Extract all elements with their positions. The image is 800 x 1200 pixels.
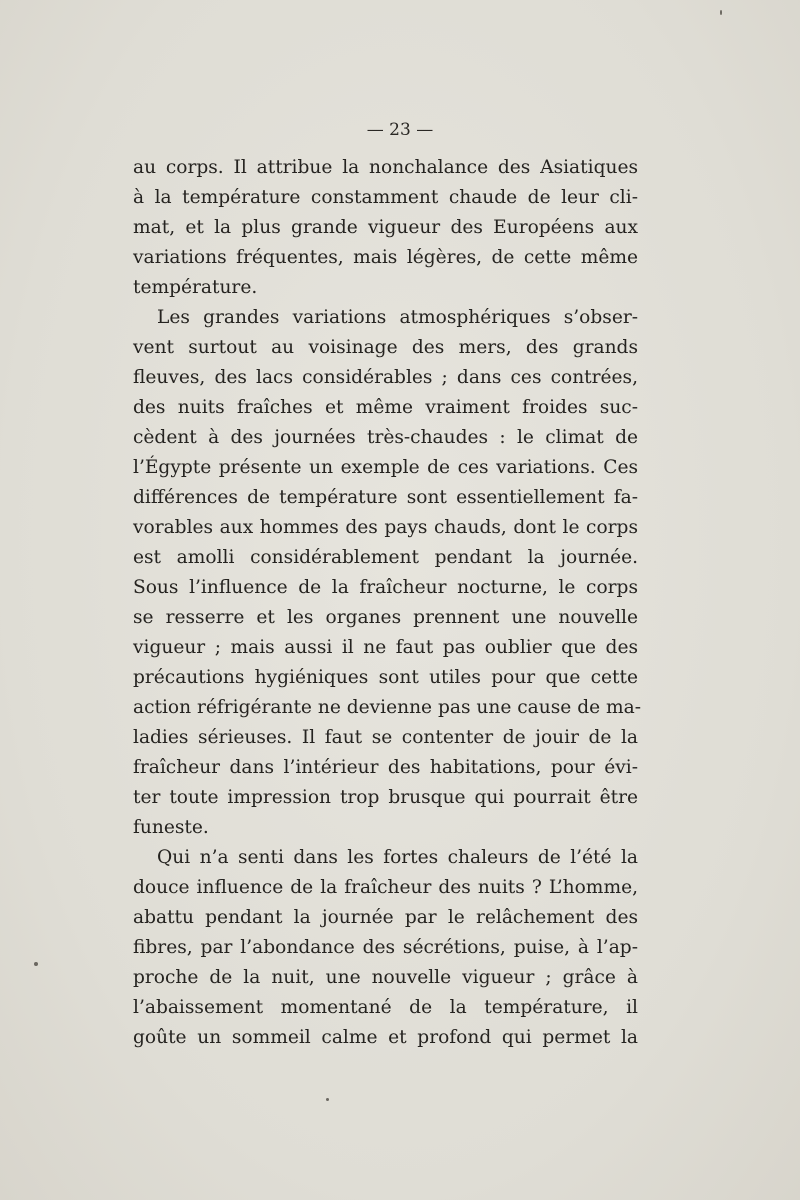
page-number: — 23 — — [366, 120, 434, 140]
text-line: se resserre et les organes prennent une nouvelle — [133, 607, 638, 628]
paper-speck — [720, 10, 722, 15]
text-line: vorables aux hommes des pays chauds, dont le corps — [133, 517, 638, 538]
text-line: ter toute impression trop brusque qui pourrait être — [133, 787, 638, 808]
text-line: précautions hygiéniques sont utiles pour que cette — [133, 667, 638, 688]
text-line: cèdent à des journées très-chaudes : le climat de — [133, 427, 638, 448]
text-line: fraîcheur dans l’intérieur des habitations, pour évi- — [133, 757, 638, 778]
text-line: Les grandes variations atmosphériques s’obser- — [157, 307, 638, 328]
text-line: température. — [133, 277, 258, 298]
text-line: Sous l’influence de la fraîcheur nocturne, le corps — [133, 577, 638, 598]
text-line: des nuits fraîches et même vraiment froides suc- — [133, 397, 638, 418]
text-line: vent surtout au voisinage des mers, des grands — [133, 337, 638, 358]
text-line: ladies sérieuses. Il faut se contenter de jouir de la — [133, 727, 638, 748]
text-line: variations fréquentes, mais légères, de cette même — [133, 247, 638, 268]
text-line: fibres, par l’abondance des sécrétions, puise, à l’ap- — [133, 937, 638, 958]
text-line: différences de température sont essentiellement fa- — [133, 487, 638, 508]
text-line: goûte un sommeil calme et profond qui permet la — [133, 1027, 638, 1048]
text-line: douce influence de la fraîcheur des nuits ? L’homme, — [133, 877, 638, 898]
paper-speck — [34, 962, 38, 966]
paper-speck — [326, 1098, 329, 1101]
body-text — [133, 153, 642, 1053]
text-line: à la température constamment chaude de leur cli- — [133, 187, 638, 208]
text-line: vigueur ; mais aussi il ne faut pas oublier que des — [133, 637, 638, 658]
text-line: est amolli considérablement pendant la journée. — [133, 547, 638, 568]
text-line: proche de la nuit, une nouvelle vigueur ; grâce à — [133, 967, 638, 988]
text-line: abattu pendant la journée par le relâchement des — [133, 907, 638, 928]
text-line: l’Égypte présente un exemple de ces variations. Ces — [133, 457, 638, 478]
text-line: fleuves, des lacs considérables ; dans ces contrées, — [133, 367, 638, 388]
text-line: mat, et la plus grande vigueur des Européens aux — [133, 217, 638, 238]
text-line: action réfrigérante ne devienne pas une cause de ma- — [133, 697, 642, 718]
text-line: au corps. Il attribue la nonchalance des Asiatiques — [133, 157, 638, 178]
text-line: funeste. — [133, 817, 209, 838]
text-line: Qui n’a senti dans les fortes chaleurs de l’été la — [157, 847, 638, 868]
text-line: l’abaissement momentané de la température, il — [133, 997, 638, 1018]
